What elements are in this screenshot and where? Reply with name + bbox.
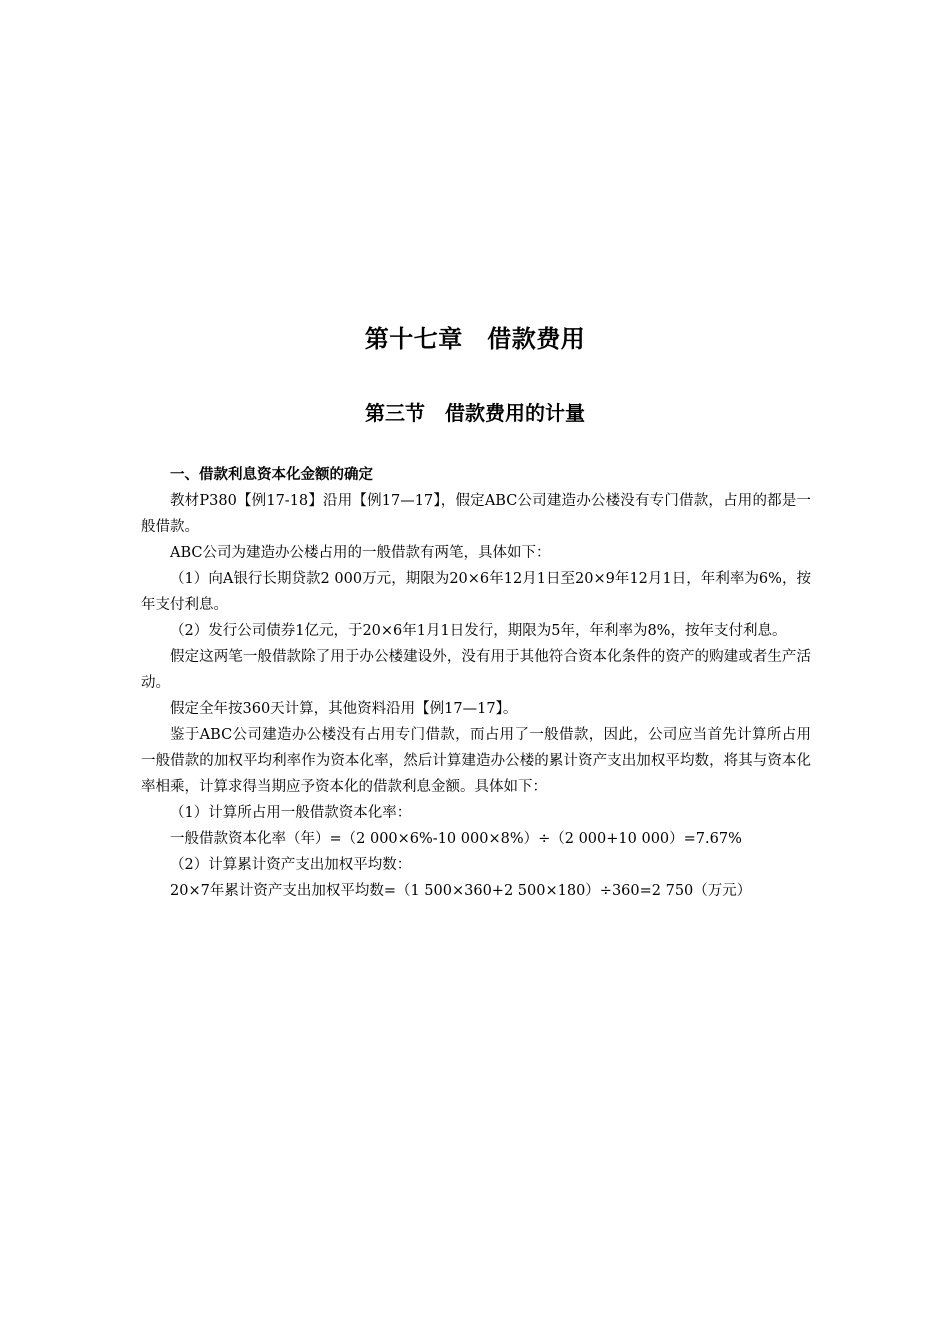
chapter-title: 第十七章 借款费用	[364, 325, 586, 353]
paragraph-loan-1: （1）向A银行长期贷款2 000万元，期限为20×6年12月1日至20×9年12月1日，年利率为6%，按年支付利息。	[141, 571, 811, 613]
paragraph-assumption-days: 假定全年按360天计算，其他资料沿用【例17—17】。	[170, 701, 518, 717]
formula-weighted-average: 20×7年累计资产支出加权平均数=（1 500×360+2 500×180）÷360=2 750（万元）	[170, 883, 752, 899]
paragraph-loan-2: （2）发行公司债券1亿元，于20×6年1月1日发行，期限为5年，年利率为8%，按年支付利息。	[170, 623, 787, 639]
paragraph-loans-overview: ABC公司为建造办公楼占用的一般借款有两笔，具体如下：	[170, 545, 551, 561]
paragraph-method: 鉴于ABC公司建造办公楼没有占用专门借款，而占用了一般借款，因此，公司应当首先计算所占用一般借款的加权平均利率作为资本化率，然后计算建造办公楼的累计资产支出加权平均数，将其与资本化率相乘，计算求得当期应予资本化的借款利息金额。具体如下：	[141, 727, 811, 795]
formula-capitalization-rate: 一般借款资本化率（年）=（2 000×6%-10 000×8%）÷（2 000+10 000）=7.67%	[170, 831, 742, 847]
section-title: 第三节 借款费用的计量	[365, 401, 585, 425]
paragraph-example-intro: 教材P380【例17-18】沿用【例17—17】，假定ABC公司建造办公楼没有专门借款，占用的都是一般借款。	[141, 493, 811, 535]
document-body	[141, 462, 811, 904]
subsection-heading: 一、借款利息资本化金额的确定	[170, 467, 373, 483]
paragraph-assumption-usage: 假定这两笔一般借款除了用于办公楼建设外，没有用于其他符合资本化条件的资产的购建或者生产活动。	[141, 649, 811, 691]
paragraph-step-1: （1）计算所占用一般借款资本化率：	[170, 805, 412, 821]
paragraph-step-2: （2）计算累计资产支出加权平均数：	[170, 857, 412, 873]
